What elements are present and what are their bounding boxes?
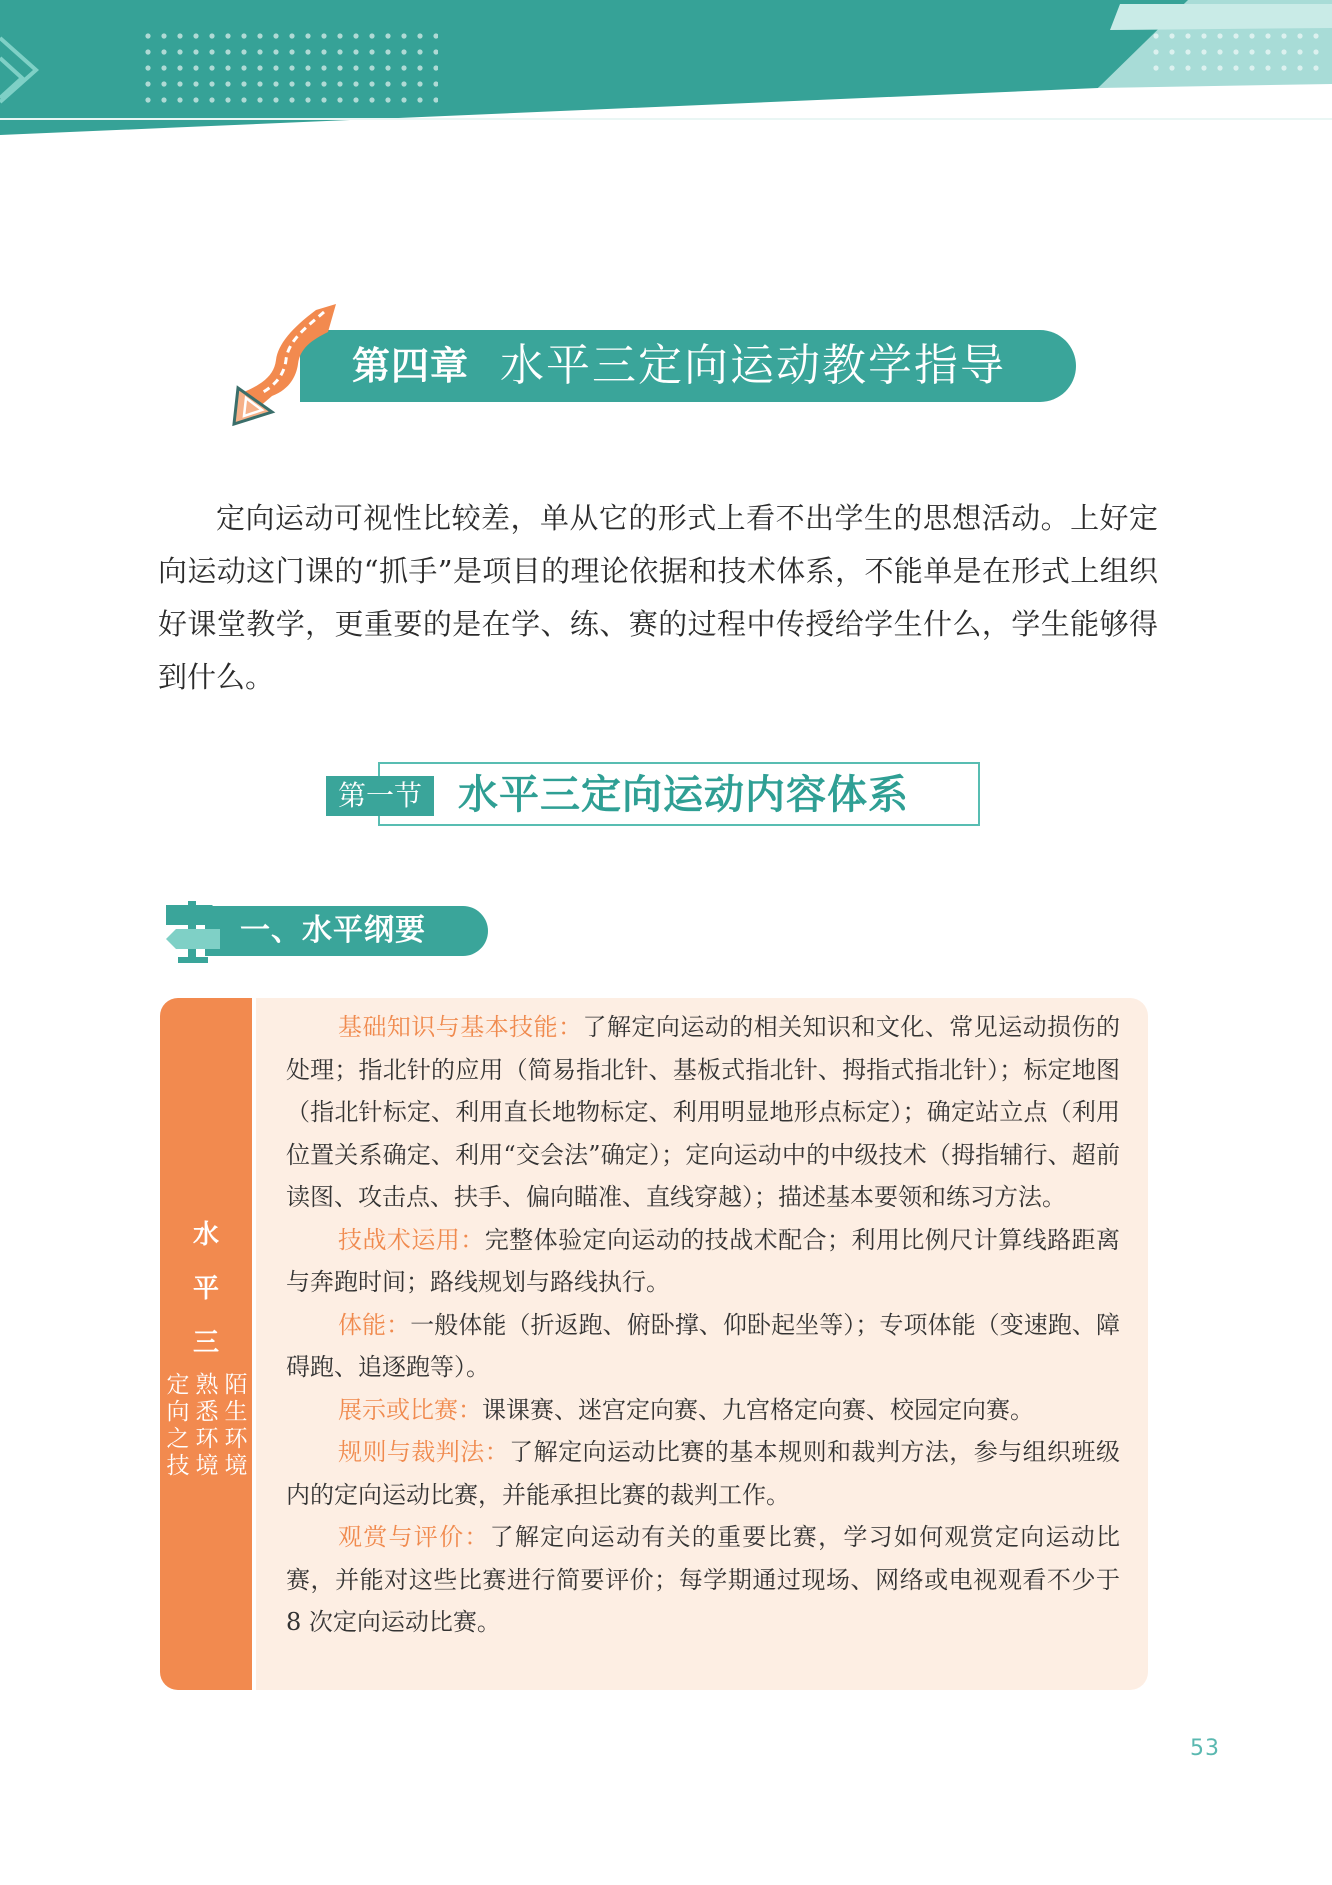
outline-term: 基础知识与基本技能： xyxy=(338,1013,583,1041)
chapter-number: 第四章 xyxy=(352,344,470,388)
outline-desc: 了解定向运动有关的重要比赛，学习如何观赏定向运动比赛，并能对这些比赛进行简要评价；每学期通过现场、网络或电视观看不少于 8 次定向运动比赛。 xyxy=(286,1523,1121,1636)
outline-content xyxy=(286,1006,1120,1644)
outline-term: 展示或比赛： xyxy=(338,1395,482,1424)
level-sub-column: 熟 悉 环 境 xyxy=(195,1372,219,1479)
level-sub-column: 定 向 之 技 xyxy=(166,1372,190,1479)
outline-desc: 完整体验定向运动的技战术配合；利用比例尺计算线路距离与奔跑时间；路线规划与路线执行。 xyxy=(286,1225,1121,1296)
outline-term: 体能： xyxy=(338,1310,411,1339)
outline-term: 技战术运用： xyxy=(338,1225,485,1254)
outline-item xyxy=(286,1304,1120,1389)
winding-road-icon xyxy=(228,300,343,430)
top-banner xyxy=(0,0,1332,135)
level-label xyxy=(160,1208,252,1370)
outline-item xyxy=(286,1516,1120,1644)
chapter-title: 水平三定向运动教学指导 xyxy=(500,340,1006,391)
level-char: 平 xyxy=(192,1274,219,1304)
outline-item xyxy=(286,1006,1120,1219)
outline-desc: 一般体能（折返跑、俯卧撑、仰卧起坐等）；专项体能（变速跑、障碍跑、追逐跑等）。 xyxy=(286,1310,1120,1381)
outline-desc: 了解定向运动的相关知识和文化、常见运动损伤的处理；指北针的应用（简易指北针、基板式指北针、拇指式指北针）；标定地图（指北针标定、利用直长地物标定、利用明显地形点标定）；确定站立点（利用位置关系确定、利用“交会法”确定）；定向运动中的中级技术（拇指辅行、超前读图、攻击点、扶手、偏向瞄准、直线穿越）；描述基本要领和练习方法。 xyxy=(286,1013,1120,1211)
outline-item xyxy=(286,1431,1120,1516)
level-subtitle xyxy=(164,1372,250,1482)
level-char: 三 xyxy=(192,1328,219,1358)
column-divider xyxy=(252,998,256,1690)
intro-paragraph: 定向运动可视性比较差，单从它的形式上看不出学生的思想活动。上好定向运动这门课的“抓手”是项目的理论依据和技术体系，不能单是在形式上组织好课堂教学，更重要的是在学、练、赛的过程中传授给学生什么，学生能够得到什么。 xyxy=(158,501,1158,694)
outline-term: 观赏与评价： xyxy=(338,1523,490,1551)
outline-item xyxy=(286,1389,1120,1432)
level-sub-column: 陌 生 环 境 xyxy=(224,1372,248,1479)
signpost-icon xyxy=(162,897,224,965)
page-number: 53 xyxy=(1190,1736,1220,1761)
outline-item xyxy=(286,1219,1120,1304)
section-title: 水平三定向运动内容体系 xyxy=(458,772,909,818)
outline-term: 规则与裁判法： xyxy=(338,1438,510,1466)
subsection-title: 一、水平纲要 xyxy=(240,913,426,948)
outline-desc: 课课赛、迷宫定向赛、九宫格定向赛、校园定向赛。 xyxy=(482,1395,1034,1424)
section-tag: 第一节 xyxy=(326,776,434,816)
level-char: 水 xyxy=(192,1220,219,1250)
outline-desc: 了解定向运动比赛的基本规则和裁判方法，参与组织班级内的定向运动比赛，并能承担比赛的裁判工作。 xyxy=(286,1438,1121,1509)
